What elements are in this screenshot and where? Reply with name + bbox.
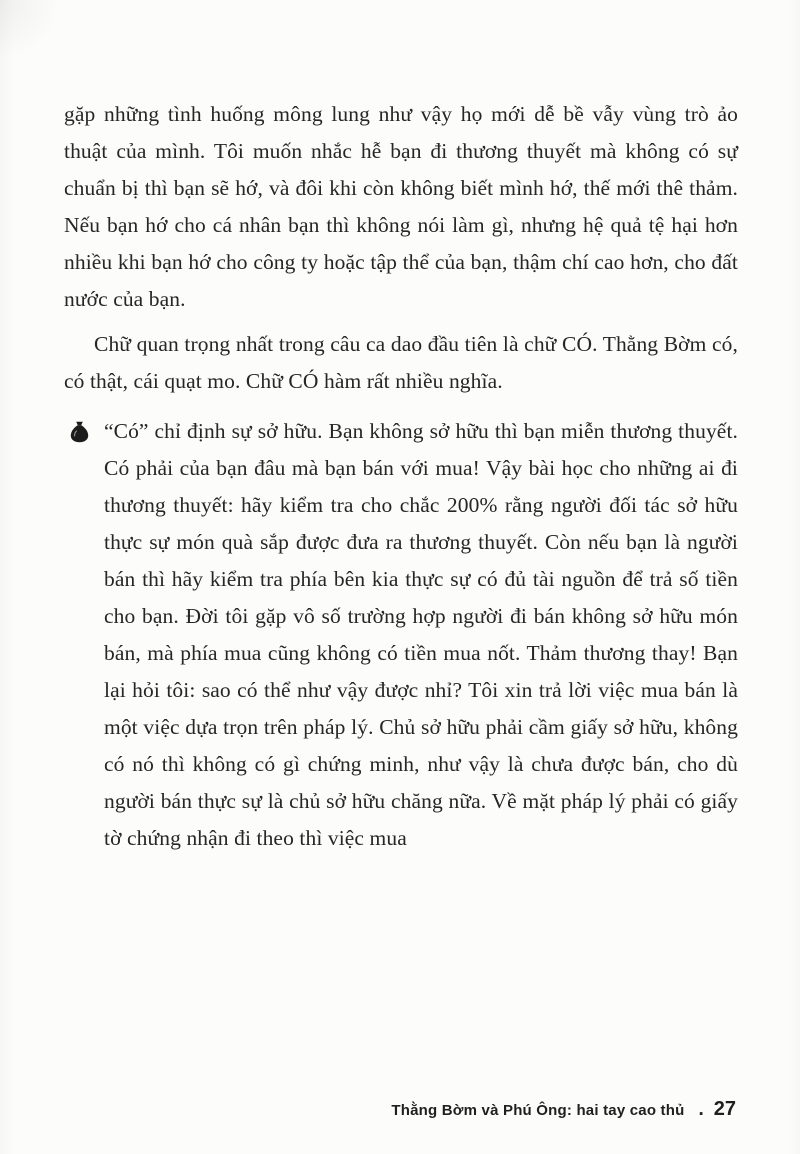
page-content: [64, 96, 738, 857]
bullet-text: “Có” chỉ định sự sở hữu. Bạn không sở hữu thì bạn miễn thương thuyết. Có phải của bạn đâu mà bạn bán với mua! Vậy bài học cho những ai đi thương thuyết: hãy kiểm tra cho chắc 200% rằng người đối tác sở hữu thực sự món quà sắp được đưa ra thương thuyết. Còn nếu bạn là người bán thì hãy kiểm tra phía bên kia thực sự có đủ tài nguồn để trả số tiền cho bạn. Đời tôi gặp vô số trường hợp người đi bán không sở hữu món bán, mà phía mua cũng không có tiền mua nốt. Thảm thương thay! Bạn lại hỏi tôi: sao có thể như vậy được nhỉ? Tôi xin trả lời việc mua bán là một việc dựa trọn trên pháp lý. Chủ sở hữu phải cầm giấy sở hữu, không có nó thì không có gì chứng minh, như vậy là chưa được bán, cho dù người bán thực sự là chủ sở hữu chăng nữa. Về mặt pháp lý phải có giấy tờ chứng nhận đi theo thì việc mua: [104, 419, 738, 850]
running-title: Thằng Bờm và Phú Ông: hai tay cao thủ: [391, 1102, 685, 1119]
paragraph: Chữ quan trọng nhất trong câu ca dao đầu tiên là chữ CÓ. Thằng Bờm có, có thật, cái quạt mo. Chữ CÓ hàm rất nhiều nghĩa.: [64, 332, 738, 393]
paragraph-continuation: gặp những tình huống mông lung như vậy họ mới dễ bề vẫy vùng trò ảo thuật của mình. Tôi muốn nhắc hễ bạn đi thương thuyết mà không có sự chuẩn bị thì bạn sẽ hớ, và đôi khi còn không biết mình hớ, thế mới thê thảm. Nếu bạn hớ cho cá nhân bạn thì không nói làm gì, nhưng hệ quả tệ hại hơn nhiều khi bạn hớ cho công ty hoặc tập thể của bạn, thậm chí cao hơn, cho đất nước của bạn.: [64, 102, 738, 311]
page-footer: [391, 1098, 736, 1121]
page-number: 27: [713, 1098, 736, 1120]
footer-separator: .: [698, 1099, 704, 1120]
money-bag-icon: [64, 413, 104, 448]
bullet-item: [64, 413, 738, 857]
